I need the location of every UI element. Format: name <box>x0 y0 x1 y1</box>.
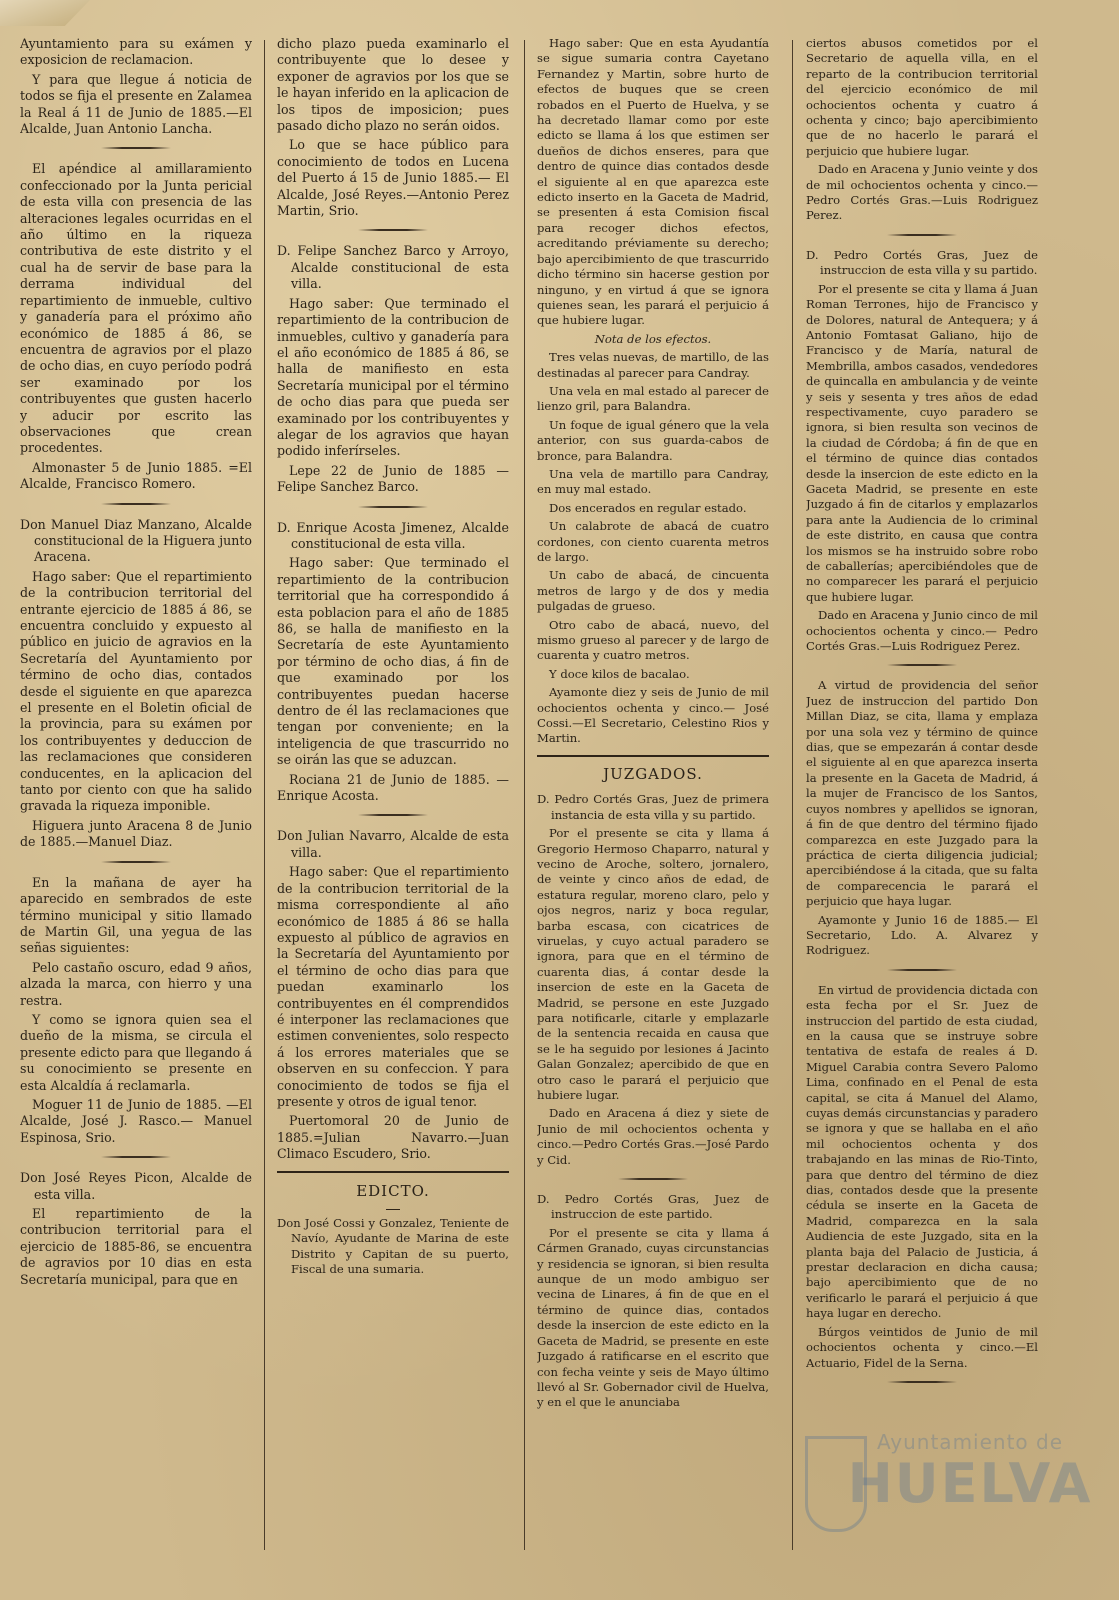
heading: D. Pedro Cortés Gras, Juez de instruccion de esta villa y su partido. <box>806 247 1038 278</box>
heading: D. Pedro Cortés Gras, Juez de instruccion de este partido. <box>537 1192 769 1222</box>
list-item: Dos encerados en regular estado. <box>549 500 747 515</box>
archive-watermark <box>845 1430 1095 1560</box>
separator <box>101 503 171 505</box>
paragraph: En virtud de providencia dictada con esta fecha por el Sr. Juez de instruccion del partido de esta ciudad, en la causa que se instruye sobre tentativa de estafa de reales á D. Miguel Carabia contra Severo Palomo Lima, confinado en el Penal de esta capital, se cita á Manuel del Alamo, cuyas demás circunstancias y paradero se ignora y que se hallaba en el año mil ochocientos ochenta y dos trabajando en las minas de Rio-Tinto, para que dentro del término de diez dias, contados desde que la presente cédula se inserte en la Gaceta de Madrid, comparezca en la sala Audiencia de este Juzgado, sita en la planta baja del Palacio de Justicia, á prestar declaracion en dicha causa; bajo apercibimiento que de no verificarlo le parará el perjuicio á que haya lugar en derecho. <box>806 982 1038 1321</box>
paragraph: Y para que llegue á noticia de todos se fija el presente en Zalamea la Real á 11 de Junio de 1885.—El Alcalde, Juan Antonio Lancha. <box>20 71 252 137</box>
column-4 <box>806 36 1038 1576</box>
heading: D. Pedro Cortés Gras, Juez de primera instancia de esta villa y su partido. <box>537 792 769 822</box>
signature: Rociana 21 de Junio de 1885. —Enrique Acosta. <box>277 771 509 804</box>
watermark-line-1: Ayuntamiento de <box>876 1430 1064 1454</box>
dash <box>386 1209 400 1210</box>
separator <box>101 861 171 863</box>
separator <box>358 814 428 816</box>
signature: Moguer 11 de Junio de 1885. —El Alcalde, José J. Rasco.— Manuel Espinosa, Srio. <box>20 1096 252 1145</box>
section-rule <box>277 1171 509 1173</box>
heading: Don José Cossi y Gonzalez, Teniente de Navío, Ayudante de Marina de este Distrito y Capitan de su puerto, Fiscal de una sumaria. <box>277 1216 509 1277</box>
column-divider <box>792 40 793 1550</box>
separator <box>101 1156 171 1158</box>
paragraph: Hago saber: Que el repartimiento de la contribucion territorial de la misma correspondiente al año económico de 1885 á 86 se halla expuesto al público de agravios en la Secretaría del Ayuntamiento por el término de ocho dias para que puedan examinarlo los contribuyentes en él comprendidos é interponer las reclamaciones que estimen convenientes, solo respecto á los errores materiales que se observen en su confeccion. Y para conocimiento de todos se fija el presente y otros de igual tenor. <box>277 864 509 1109</box>
heading: Don Manuel Diaz Manzano, Alcalde constitucional de la Higuera junto Aracena. <box>20 516 252 565</box>
separator <box>101 147 171 149</box>
signature: Dado en Aracena á diez y siete de Junio de mil ochocientos ochenta y cinco.—Pedro Cortés Gras.—José Pardo y Cid. <box>537 1106 769 1167</box>
column-divider <box>264 40 265 1550</box>
paragraph: Por el presente se cita y llama á Juan Roman Terrones, hijo de Francisco y de Dolores, natural de Antequera; y á Antonio Fomtasat Galiano, hijo de Francisco y de María, natural de Membrilla, ambos casados, vendedores de quincalla en ambulancia y de veinte y seis y sesenta y tres años de edad respectivamente, cuyo paradero se ignora, si bien resulta son vecinos de la ciudad de Córdoba; á fin de que en el término de quince dias contados desde la insercion de este edicto en la Gaceta Madrid, se presente en este Juzgado á fin de citarlos y emplazarlos para ante la Audiencia de lo criminal de este distrito, en causa que contra los mismos se ha instruido sobre robo de caballerías; apercibiéndoles que de no comparecer les parará el perjuicio que hubiere lugar. <box>806 281 1038 604</box>
list-item: Una vela de martillo para Candray, en muy mal estado. <box>537 466 769 497</box>
paragraph: En la mañana de ayer ha aparecido en sembrados de este término municipal y sitio llamado de Martin Gil, una yegua de las señas siguientes: <box>20 874 252 956</box>
paragraph: El apéndice al amillaramiento confeccionado por la Junta pericial de esta villa con presencia de las alteraciones legales ocurridas en el año último en la riqueza contributiva de este distrito y el cual ha de servir de base para la derrama individual del repartimiento de inmueble, cultivo y ganadería para el próximo año económico de 1885 á 86, se encuentra de agravios por el plazo de ocho dias, en cuyo período podrá ser examinado por los contribuyentes que gusten hacerlo y aducir por escrito las observaciones que crean procedentes. <box>20 161 252 456</box>
paragraph: El repartimiento de la contribucion territorial para el ejercicio de 1885-86, se encuentra de agravios por 10 dias en esta Secretaría municipal, para que en <box>20 1206 252 1287</box>
list-item: Y doce kilos de bacalao. <box>549 666 690 681</box>
separator <box>358 506 428 508</box>
signature: Higuera junto Aracena 8 de Junio de 1885.—Manuel Diaz. <box>20 817 252 850</box>
paragraph: Hago saber: Que terminado el repartimiento de la contribucion territorial que ha correspondido á esta poblacion para el año de 1885 86, se halla de manifiesto en la Secretaría de este Ayuntamiento por término de ocho dias, á fin de que examinado por los contribuyentes puedan hacerse dentro de él las reclamaciones que tengan por conveniente; en la inteligencia de que trascurrido no se oirán las que se aduzcan. <box>277 555 509 768</box>
paragraph: Hago saber: Que el repartimiento de la contribucion territorial del entrante ejercicio de 1885 á 86, se encuentra concluido y expuesto al público en juicio de agravios en la Secretaría del Ayuntamiento por término de ocho dias, contados desde el siguiente en que aparezca el presente en el Boletin oficial de la provincia, para su exámen por los contribuyentes y deduccion de las reclamaciones que consideren conducentes, en la aplicacion del tanto por ciento con que ha salido gravada la riqueza imponible. <box>20 568 252 814</box>
signature: Dado en Aracena y Junio veinte y dos de mil ochocientos ochenta y cinco.—Pedro Cortés Gras.—Luis Rodriguez Perez. <box>806 162 1038 223</box>
paragraph: A virtud de providencia del señor Juez de instruccion del partido Don Millan Diaz, se cita, llama y emplaza por una sola vez y término de quince dias, que se empezarán á contar desde el siguiente al en que aparezca inserta la presente en la Gaceta de Madrid, á la mujer de Francisco de los Santos, cuyos nombres y apellidos se ignoran, á fin de que dentro del término fijado comparezca en este Juzgado para la práctica de cierta diligencia judicial; apercibiéndose á la citada, que su falta de comparecencia le parará el perjuicio que haya lugar. <box>806 678 1038 909</box>
signature: Almonaster 5 de Junio 1885. =El Alcalde, Francisco Romero. <box>20 459 252 492</box>
signature: Ayamonte y Junio 16 de 1885.— El Secretario, Ldo. A. Alvarez y Rodriguez. <box>806 912 1038 958</box>
section-rule <box>537 755 769 757</box>
column-1 <box>20 36 252 1576</box>
heading: D. Enrique Acosta Jimenez, Alcalde constitucional de esta villa. <box>277 519 509 551</box>
paragraph: Hago saber: Que en esta Ayudantía se sigue sumaria contra Cayetano Fernandez y Martin, sobre hurto de efectos de buques que se creen robados en el Puerto de Huelva, y se ha decretado llamar como por este edicto se llama á los que estimen ser dueños de dichos enseres, para que dentro de quince dias contados desde el siguiente al en que aparezca este edicto inserto en la Gaceta de Madrid, se presenten á esta Comision fiscal para recoger dichos efectos, acreditando préviamente su derecho; bajo apercibimiento de que trascurrido dicho término sin hacerse gestion por ninguno, y en virtud á que se ignora quienes sean, les parará el perjuicio á que hubiere lugar. <box>537 36 769 328</box>
heading: Don Julian Navarro, Alcalde de esta villa. <box>277 828 509 860</box>
coat-of-arms-icon <box>805 1436 867 1532</box>
separator <box>887 1381 957 1383</box>
list-item: Un cabo de abacá, de cincuenta metros de largo y de dos y media pulgadas de grueso. <box>537 568 769 614</box>
paragraph: Lo que se hace público para conocimiento de todos en Lucena del Puerto á 15 de Junio 1885.— El Alcalde, José Reyes.—Antonio Perez Martin, Srio. <box>277 137 509 219</box>
paragraph: dicho plazo pueda examinarlo el contribuyente que lo desee y exponer de agravios por los que se le hayan inferido en la aplicacion de los tipos de imposicion; pues pasado dicho plazo no serán oidos. <box>277 36 509 134</box>
column-2 <box>277 36 509 1576</box>
paragraph: Por el presente se cita y llama á Cármen Granado, cuyas circunstancias y residencia se ignoran, si bien resulta aunque de un modo ambiguo ser vecina de Linares, á fin de que en el término de quince dias, contados desde la insercion de este edicto en la Gaceta de Madrid, se presente en este Juzgado á ratificarse en el escrito que con fecha veinte y seis de Mayo último llevó al Sr. Gobernador civil de Huelva, y en el que le anunciaba <box>537 1225 769 1410</box>
watermark-line-2: HUELVA <box>847 1452 1093 1515</box>
signature: Puertomoral 20 de Junio de 1885.=Julian Navarro.—Juan Climaco Escudero, Srio. <box>277 1113 509 1162</box>
subheading: Nota de los efectos. <box>594 331 712 346</box>
signature: Lepe 22 de Junio de 1885 — Felipe Sanchez Barco. <box>277 462 509 495</box>
signature: Búrgos veintidos de Junio de mil ochocientos ochenta y cinco.—El Actuario, Fidel de la Serna. <box>806 1324 1038 1370</box>
heading: Don José Reyes Picon, Alcalde de esta villa. <box>20 1170 252 1202</box>
section-title-edicto: EDICTO. <box>356 1181 430 1200</box>
list-item: Tres velas nuevas, de martillo, de las destinadas al parecer para Candray. <box>537 350 769 380</box>
separator <box>618 1178 688 1180</box>
list-item: Una vela en mal estado al parecer de lienzo gril, para Balandra. <box>537 383 769 414</box>
paragraph: Hago saber: Que terminado el repartimiento de la contribucion de inmuebles, cultivo y ganadería para el año económico de 1885 á 86, se halla de manifiesto en esta Secretaría municipal por el término de ocho dias para que pueda ser examinado por los contribuyentes y alegar de los agravios que hayan podido inferírseles. <box>277 295 509 459</box>
section-title-juzgados: JUZGADOS. <box>603 764 703 783</box>
paragraph: ciertos abusos cometidos por el Secretario de aquella villa, en el reparto de la contribucion territorial del ejercicio económico de mil ochocientos ochenta y cuatro á ochenta y cinco; bajo apercibimiento que de no hacerlo le parará el perjuicio que hubiere lugar. <box>806 36 1038 158</box>
paragraph: Y como se ignora quien sea el dueño de la misma, se circula el presente edicto para que llegando á su conocimiento se presente en esta Alcaldía á reclamarla. <box>20 1011 252 1093</box>
separator <box>887 234 957 236</box>
list-item: Un calabrote de abacá de cuatro cordones, con ciento cuarenta metros de largo. <box>537 519 769 564</box>
separator <box>887 969 957 971</box>
paragraph: Ayuntamiento para su exámen y exposicion de reclamacion. <box>20 36 252 68</box>
separator <box>887 664 957 666</box>
column-divider <box>524 40 525 1550</box>
list-item: Un foque de igual género que la vela anterior, con sus guarda-cabos de bronce, para Balandra. <box>537 417 769 463</box>
column-3 <box>537 36 769 1576</box>
paragraph: Pelo castaño oscuro, edad 9 años, alzada la marca, con hierro y una restra. <box>20 959 252 1008</box>
list-item: Otro cabo de abacá, nuevo, del mismo grueso al parecer y de largo de cuarenta y cuatro metros. <box>537 617 769 663</box>
heading: D. Felipe Sanchez Barco y Arroyo, Alcalde constitucional de esta villa. <box>277 243 509 292</box>
paragraph: Por el presente se cita y llama á Gregorio Hermoso Chaparro, natural y vecino de Aroche, soltero, jornalero, de veinte y cinco años de edad, de estatura regular, moreno claro, pelo y ojos negros, nariz y boca regular, barba escasa, con cicatrices de viruelas, y cuyo actual paradero se ignora, para que en el término de cuarenta dias, á contar desde la insercion de este en la Gaceta de Madrid, se persone en este Juzgado para notificarle, citarle y emplazarle de la sentencia recaida en causa que se le ha seguido por lesiones á Jacinto Galan Gonzalez; apercibido de que en otro caso le parará el perjuicio que hubiere lugar. <box>537 826 769 1102</box>
separator <box>358 229 428 231</box>
signature: Dado en Aracena y Junio cinco de mil ochocientos ochenta y cinco.— Pedro Cortés Gras.—Luis Rodriguez Perez. <box>806 608 1038 654</box>
signature: Ayamonte diez y seis de Junio de mil ochocientos ochenta y cinco.— José Cossi.—El Secretario, Celestino Rios y Martin. <box>537 685 769 746</box>
